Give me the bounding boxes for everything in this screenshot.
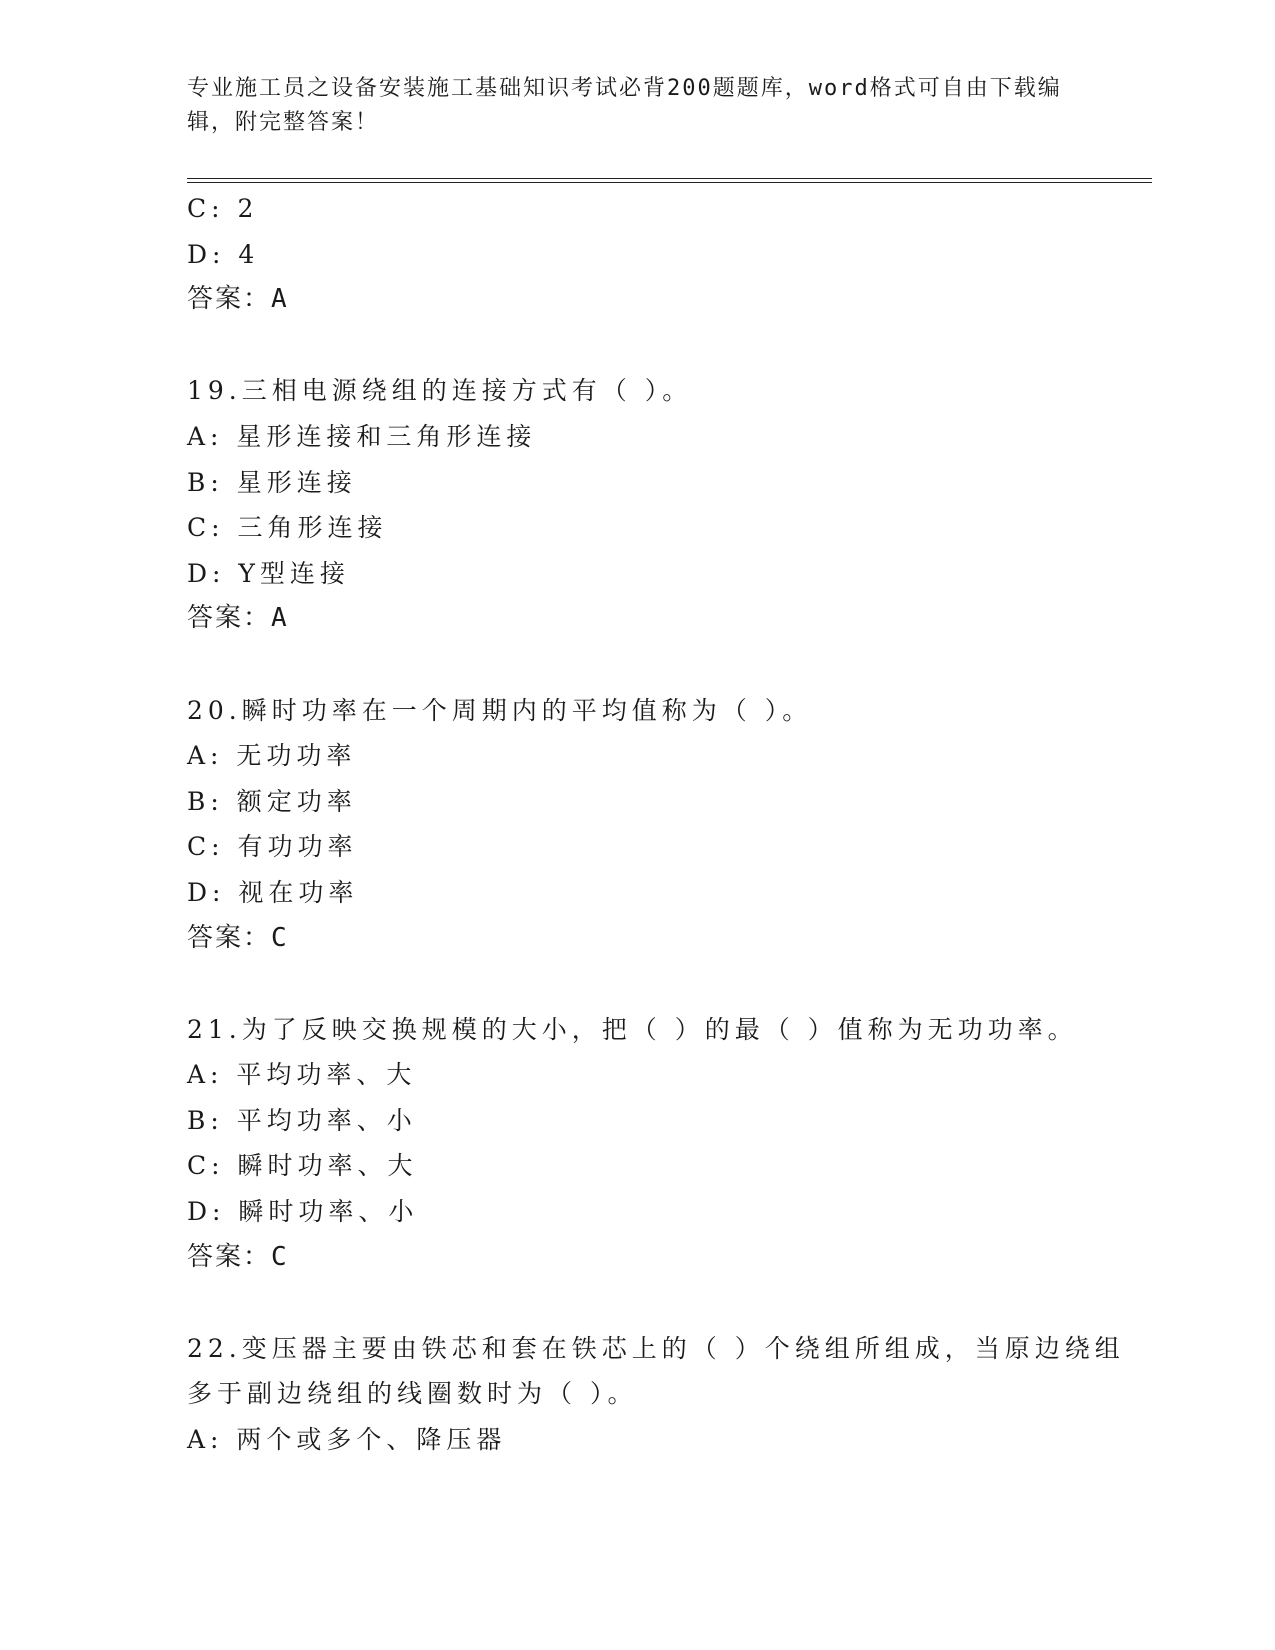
option-line: A: 两个或多个、降压器 — [187, 1425, 507, 1455]
header-rule-top — [187, 178, 1152, 179]
option-line: C: 三角形连接 — [187, 513, 388, 543]
spacer — [187, 1280, 1127, 1326]
option-line: D: 视在功率 — [187, 877, 359, 907]
answer-line: 答案：C — [187, 922, 289, 953]
option-line: B: 星形连接 — [187, 467, 357, 497]
spacer — [187, 642, 1127, 688]
question-line: 20.瞬时功率在一个周期内的平均值称为（ ）。 — [187, 695, 813, 725]
spacer — [187, 961, 1127, 1007]
option-line: C: 2 — [187, 194, 259, 223]
answer-line: 答案：A — [187, 284, 289, 315]
option-line: B: 额定功率 — [187, 786, 357, 816]
question-line: 21.为了反映交换规模的大小，把（ ）的最（ ）值称为无功功率。 — [187, 1014, 1078, 1044]
option-line: A: 平均功率、大 — [187, 1060, 417, 1090]
answer-line: 答案：A — [187, 603, 289, 634]
spacer — [187, 323, 1127, 369]
question-list — [187, 186, 1127, 1463]
option-line: D: 4 — [187, 239, 260, 269]
document-header — [187, 72, 1087, 140]
option-line: C: 有功功率 — [187, 832, 358, 862]
header-title: 专业施工员之设备安装施工基础知识考试必背200题题库，word格式可自由下载编辑，附完整答案！ — [187, 76, 1062, 135]
option-line: D: Y型连接 — [187, 558, 350, 588]
option-line: B: 平均功率、小 — [187, 1105, 417, 1135]
answer-line: 答案：C — [187, 1241, 289, 1272]
question-line: 19.三相电源绕组的连接方式有（ ）。 — [187, 376, 693, 406]
option-line: C: 瞬时功率、大 — [187, 1151, 418, 1181]
option-line: A: 星形连接和三角形连接 — [187, 421, 537, 451]
question-line: 22.变压器主要由铁芯和套在铁芯上的（ ）个绕组所组成，当原边绕组多于副边绕组的线圈数时为（ ）。 — [187, 1333, 1125, 1409]
header-rule-bottom — [187, 182, 1152, 183]
option-line: A: 无功功率 — [187, 741, 357, 771]
option-line: D: 瞬时功率、小 — [187, 1197, 419, 1227]
